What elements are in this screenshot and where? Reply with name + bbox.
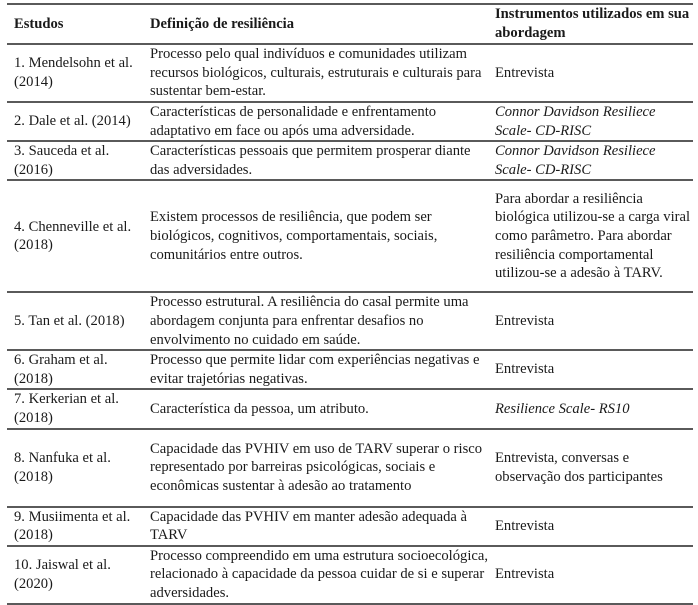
- instrument-cell: Connor Davidson Resiliece Scale- CD-RISC: [488, 102, 693, 141]
- definition-cell: Processo que permite lidar com experiências negativas e evitar trajetórias negativas.: [143, 350, 488, 389]
- instrument-cell: Entrevista: [488, 350, 693, 389]
- table-row: [7, 546, 693, 604]
- table-row: [7, 292, 693, 350]
- study-cell: 2. Dale et al. (2014): [7, 102, 143, 141]
- study-cell: 5. Tan et al. (2018): [7, 292, 143, 350]
- table-row: [7, 507, 693, 546]
- study-cell: 10. Jaiswal et al. (2020): [7, 546, 143, 604]
- definition-cell: Característica da pessoa, um atributo.: [143, 389, 488, 428]
- definition-cell: Características pessoais que permitem prosperar diante das adversidades.: [143, 141, 488, 180]
- header-instruments: Instrumentos utilizados em sua abordagem: [488, 4, 693, 44]
- table-row: [7, 44, 693, 102]
- definition-cell: Processo compreendido em uma estrutura socioecológica, relacionado à capacidade da pessoa cuidar de si e superar adversidades.: [143, 546, 488, 604]
- definition-cell: Capacidade das PVHIV em manter adesão adequada à TARV: [143, 507, 488, 546]
- definition-cell: Características de personalidade e enfrentamento adaptativo em face ou após uma adversidade.: [143, 102, 488, 141]
- header-studies: Estudos: [7, 4, 143, 44]
- study-cell: 9. Musiimenta et al. (2018): [7, 507, 143, 546]
- instrument-cell: Entrevista: [488, 507, 693, 546]
- study-cell: 6. Graham et al. (2018): [7, 350, 143, 389]
- table-row: [7, 180, 693, 292]
- table-row: [7, 141, 693, 180]
- definition-cell: Processo estrutural. A resiliência do casal permite uma abordagem conjunta para enfrentar desafios no envolvimento no cuidado em saúde.: [143, 292, 488, 350]
- definition-cell: Processo pelo qual indivíduos e comunidades utilizam recursos biológicos, culturais, estruturais e culturais para sustentar bem-estar.: [143, 44, 488, 102]
- instrument-cell: Connor Davidson Resiliece Scale- CD-RISC: [488, 141, 693, 180]
- instrument-cell: Entrevista: [488, 44, 693, 102]
- study-cell: 4. Chenneville et al. (2018): [7, 180, 143, 292]
- instrument-cell: Entrevista, conversas e observação dos participantes: [488, 429, 693, 507]
- resilience-studies-table: [7, 3, 693, 605]
- instrument-cell: Para abordar a resiliência biológica utilizou-se a carga viral como parâmetro. Para abordar resiliência comportamental utilizou-se a adesão à TARV.: [488, 180, 693, 292]
- study-cell: 1. Mendelsohn et al. (2014): [7, 44, 143, 102]
- table-row: [7, 350, 693, 389]
- instrument-cell: Entrevista: [488, 546, 693, 604]
- table-header-row: [7, 4, 693, 44]
- header-definition: Definição de resiliência: [143, 4, 488, 44]
- instrument-cell: Entrevista: [488, 292, 693, 350]
- study-cell: 8. Nanfuka et al. (2018): [7, 429, 143, 507]
- study-cell: 3. Sauceda et al. (2016): [7, 141, 143, 180]
- table-row: [7, 429, 693, 507]
- study-cell: 7. Kerkerian et al. (2018): [7, 389, 143, 428]
- table-row: [7, 389, 693, 428]
- instrument-cell: Resilience Scale- RS10: [488, 389, 693, 428]
- table-row: [7, 102, 693, 141]
- definition-cell: Capacidade das PVHIV em uso de TARV superar o risco representado por barreiras psicológicas, sociais e econômicas sustentar à adesão ao tratamento: [143, 429, 488, 507]
- definition-cell: Existem processos de resiliência, que podem ser biológicos, cognitivos, comportamentais, sociais, comunitários entre outros.: [143, 180, 488, 292]
